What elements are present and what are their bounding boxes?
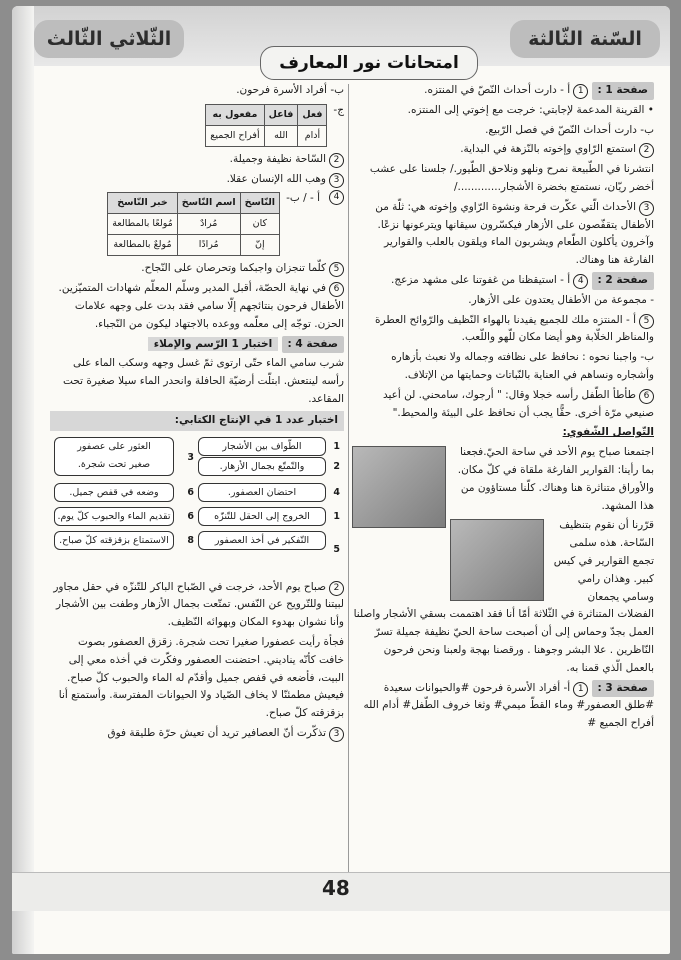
term-tab: الثّلاثي الثّالث: [34, 20, 184, 58]
box-number: 5: [333, 543, 340, 555]
table-cell: مُرادٌ: [177, 214, 240, 235]
question-number: 5: [639, 314, 654, 329]
answer-line: 2صباح يوم الأحد، خرجت في الصّباح الباكر للتّنزّه في حقل مجاور لبيتنا وللتّرويح عن النّفس. تمتّعت بجمال الأزهار وطفت بين الأشجار وأنا نشوان بهدوء المكان وبهوائه النّظيف.: [53, 580, 344, 629]
outline-box: الطّواف بين الأشجار: [198, 437, 326, 456]
question-number: 6: [639, 389, 654, 404]
outline-boxes: [50, 435, 344, 575]
answer-line: صفحة 2 : 4أ - استيقظنا من غفوتنا على مشهد مزعج.: [352, 272, 654, 290]
table-cell: مُولعًا بالمطالعة: [108, 214, 178, 235]
answer-line: قرّرنا أن نقوم بتنظيف السّاحة. هذه سلمى تجمع القوارير في كيس كبير. وهذان رامي وسامي يجمعان الفضلات المتناثرة في الثّلاثة أمّا أنا فقد اهتممت بسقي الأشجار واصلنا العمل بجدّ وحماس إلى أن أصبحت ساحة الحيّ نظيفة جميلة تسرّ النّاظرين . علا البشر وجوهنا . ورقصنا بهجة ولعبنا ونحن فرحون بالعمل الّذي قمنا به.: [353, 519, 654, 674]
box-number: 6: [187, 510, 194, 522]
section-label: صفحة 3 :: [592, 680, 654, 698]
left-column: [50, 82, 344, 745]
grammar-table-1: [205, 104, 327, 147]
table-header: فعل: [298, 104, 327, 125]
table-header: مفعول به: [206, 104, 264, 125]
writing-test-title: اختبار عدد 1 في الإنتاج الكتابي:: [50, 411, 344, 431]
section-label: صفحة 1 :: [592, 82, 654, 100]
box-number: 3: [187, 451, 194, 463]
question-number: 3: [639, 201, 654, 216]
box-number: 1: [333, 510, 340, 522]
table-header: النّاسخ: [240, 193, 279, 214]
outline-box: وضعه في قفص جميل.: [54, 483, 174, 502]
table-cell: أدام: [298, 125, 327, 146]
section-heading: [50, 336, 344, 354]
outline-box: الاستمتاع بزقزقته كلّ صباح.: [54, 531, 174, 550]
page-number: 48: [322, 876, 350, 900]
answer-line: ب- واجبنا نحوه : نحافظ على نظافته وجماله ولا نعبث بأزهاره وأشجاره ونساهم في العناية بالنّباتات وحمايتها من الإتلاف.: [391, 351, 654, 381]
answer-line: ب- دارت أحداث النّصّ في فصل الرّبيع.: [485, 123, 654, 136]
answer-line: 2السّاحة نظيفة وجميلة.: [50, 151, 344, 169]
answer-line: 3الأحداث الّتي عكّرت فرحة ونشوة الرّاوي وإخوته هي: ثلّة من الأطفال يتقفّصون على الأزهار فيكسّرون سيقانها ويترعونها نزعًا. وآخرون يأكلون الطّعام ويشربون الماء ويلقون بالعلب والقوارير الفارغة هنا وهناك.: [375, 200, 654, 267]
year-tab: السّنة الثّالثة: [510, 20, 660, 58]
table-cell: مُولعٌ بالمطالعة: [108, 235, 178, 256]
question-number: 2: [329, 581, 344, 596]
question-number: 2: [639, 143, 654, 158]
answer-line: 6طأطأ الطّفل رأسه خجلا وقال: " أرجوك، سامحني. لن أعيد صنيعي مرّة أخرى. حقًّا يجب أن نحافظ على البيئة والمحيط.": [382, 388, 654, 419]
answer-line: صفحة 3 : 1أ- أفراد الأسرة فرحون #والحيوانات سعيدة #طلق العصفور# وماء القطّ ميمي# وثغا خروف الطّفل# أدام الله أفراح الجميع #: [363, 681, 654, 730]
question-number: 5: [329, 262, 344, 277]
answer-line: ب- أفراد الأسرة فرحون.: [236, 84, 344, 96]
answer-line: 3تذكّرت أنّ العصافير تريد أن تعيش حرّة طليقة فوق: [50, 725, 344, 743]
answer-line: صفحة 1 : 1أ - دارت أحداث النّصّ في المنتزه.: [352, 82, 654, 100]
question-number: 3: [329, 727, 344, 742]
question-number: 6: [329, 282, 344, 297]
answer-line: 5كلّما تنجزان واجبكما وتحرصان على النّجاح.: [50, 260, 344, 278]
column-divider: [348, 84, 349, 892]
table-cell: مُرادًا: [177, 235, 240, 256]
answer-line: انتشرنا في الطّبيعة نمرح ونلهو ونلاحق الطّيور./ جلسنا على عشب أخضر ريّان، نستمتع بخضرة الأشجار............./: [369, 163, 654, 193]
right-column: [352, 82, 654, 735]
answer-line: فجأة رأيت عصفورا صغيرا تحت شجرة. زقزق العصفور بصوت خافت كأنّه يناديني. احتضنت العصفور وفكّرت في أخذه معي إلى البيت، فأضعه في قفص جميل وأقدّم له الماء والحبوب كلّ صباح. فيعيش مطمئنّا لا يخاف الصّياد ولا الحيوانات المفترسة. وأستمتع أنا بزقزقته كلّ صباح.: [58, 635, 344, 720]
section-band: اختبار 1 الرّسم والإملاء: [148, 337, 278, 351]
answer-line: اجتمعنا صباح يوم الأحد في ساحة الحيّ.فجعنا بما رأينا: القوارير الفارغة ملقاة في كلّ مكان. والأوراق متناثرة هنا وهناك. كلّنا مستاؤون من هذا المشهد.: [457, 446, 654, 512]
question-number: 2: [329, 153, 344, 168]
table-header: اسم النّاسخ: [177, 193, 240, 214]
question-number: 1: [573, 84, 588, 99]
answer-line: 5أ - المنتزه ملك للجميع يفيدنا بالهواء النّظيف والرّوائح العطرة والمناظر الخلّابة وهو أيضا مكان للّهو واللّعب.: [375, 313, 654, 344]
box-number: 6: [187, 486, 194, 498]
answer-line: 6في نهاية الحصّة، أقبل المدير وسلّم المعلّم شهادات المتميّزين. الأطفال فرحون بنتائجهم إلّا سامي فقد بدت على وجهه علامات الحزن. توجّه إلى معلّمه ووعده بالاجتهاد ليكون من النّجباء.: [58, 282, 344, 330]
item-label: ج-: [333, 103, 344, 116]
page-title: امتحانات نور المعارف: [260, 46, 478, 80]
box-number: 8: [187, 534, 194, 546]
item-label: أ - / ب-: [286, 192, 320, 205]
section-label: صفحة 2 :: [592, 272, 654, 290]
answer-line: 2استمتع الرّاوي وإخوته بالنّزهة في البداية.: [352, 141, 654, 159]
question-number: 1: [573, 682, 588, 697]
outline-box: احتضان العصفور.: [198, 483, 326, 502]
question-number: 4: [573, 274, 588, 289]
outline-box: والتّمتّع بجمال الأزهار.: [198, 457, 326, 476]
illustration-image: [352, 446, 446, 528]
outline-box: العثور على عصفور صغير تحت شجرة.: [54, 437, 174, 476]
exam-page: [12, 6, 670, 954]
question-number: 3: [329, 173, 344, 188]
outline-box: الخروج إلى الحقل للتّنزّه: [198, 507, 326, 526]
box-number: 1: [333, 440, 340, 452]
outline-box: التّفكير في أخذ العصفور: [198, 531, 326, 550]
box-number: 4: [333, 486, 340, 498]
table-cell: إنّ: [240, 235, 279, 256]
section-label: صفحة 4 :: [282, 336, 344, 354]
table-header: خبر النّاسخ: [108, 193, 178, 214]
grammar-table-2: [107, 192, 280, 256]
table-header: فاعل: [264, 104, 298, 125]
dictation-text: شرب سامي الماء حتّى ارتوى ثمّ غسل وجهه وسكب الماء على رأسه لينتعش. ابتلّت أرضيّة الحافلة وانحدر الماء سيلا صغيرة تحت المقاعد.: [63, 357, 344, 405]
answer-line: • القرينة المدعمة لإجابتي: خرجت مع إخوتي إلى المنتزه.: [407, 103, 654, 116]
box-number: 2: [333, 460, 340, 472]
oral-title: التّواصل الشّفوي:: [562, 426, 654, 439]
outline-box: تقديم الماء والحبوب كلّ يوم.: [54, 507, 174, 526]
question-number: 4: [329, 190, 344, 205]
table-cell: كان: [240, 214, 279, 235]
table-cell: أفراح الجميع: [206, 125, 264, 146]
answer-line: 3وهب الله الإنسان عقلا.: [50, 171, 344, 189]
answer-line: - مجموعة من الأطفال يعتدون على الأزهار.: [468, 293, 654, 306]
table-cell: الله: [264, 125, 298, 146]
illustration-image: [450, 519, 544, 601]
page-fold: [12, 6, 34, 954]
